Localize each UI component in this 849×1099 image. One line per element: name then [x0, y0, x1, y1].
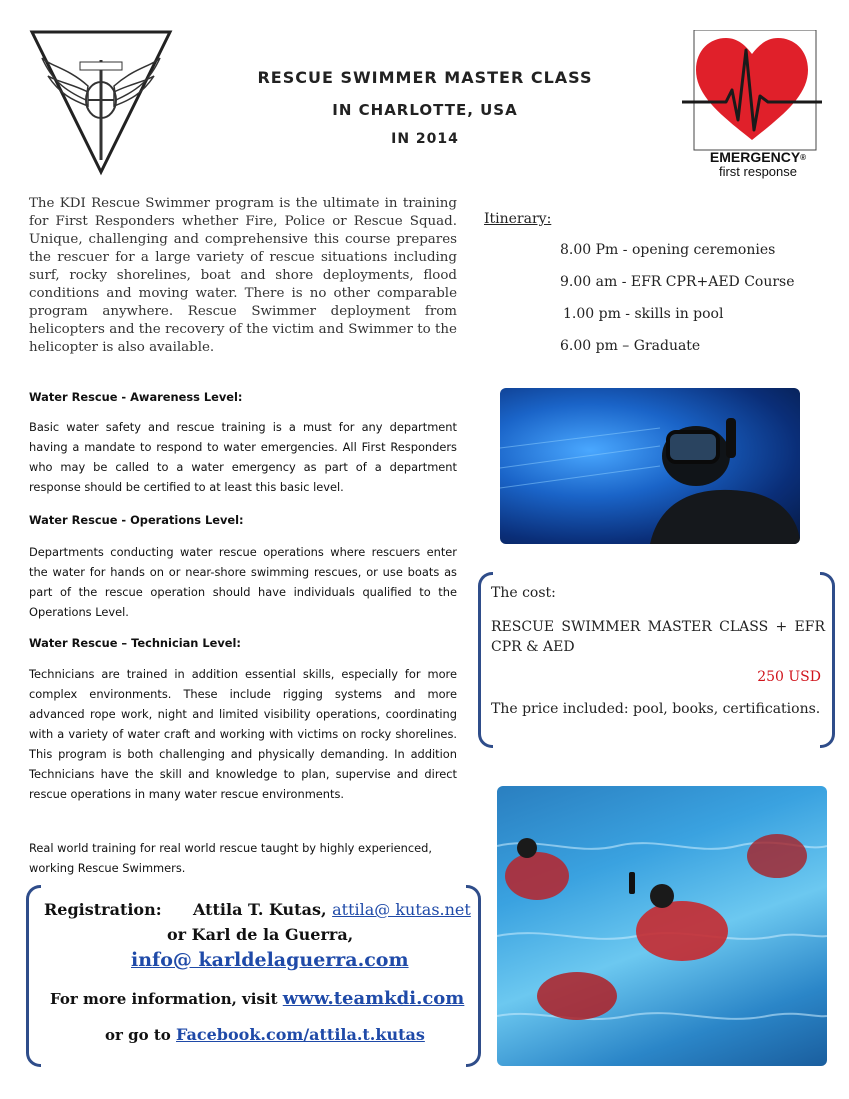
efr-brand-line2: first response	[718, 164, 798, 179]
facebook-link[interactable]: Facebook.com/attila.t.kutas	[176, 1025, 425, 1044]
registration-box-left-bracket	[26, 885, 41, 1067]
itinerary-item: 6.00 pm – Graduate	[560, 338, 701, 354]
efr-logo	[682, 30, 822, 182]
itinerary-item: 8.00 Pm - opening ceremonies	[560, 242, 776, 258]
cost-heading: The cost:	[491, 585, 556, 601]
website-link[interactable]: www.teamkdi.com	[282, 988, 465, 1009]
registration-label: Registration:	[44, 900, 162, 919]
itinerary-heading: Itinerary:	[484, 211, 552, 227]
efr-brand-line1: EMERGENCY	[709, 149, 801, 165]
awareness-body: Basic water safety and rescue training is a must for any department having a mandate to respond to water emergencies. All First Responders who may be called to a water emergency as part of a department response should be certified to at least this basic level.	[29, 420, 457, 494]
diver-illustration-icon	[500, 388, 800, 544]
efr-registered-mark: ®	[800, 153, 807, 162]
page-title: RESCUE SWIMMER MASTER CLASS	[257, 68, 593, 87]
registration-or-text: or Karl de la Guerra,	[167, 925, 354, 944]
technician-body: Technicians are trained in addition essential skills, especially for more complex environments. These include rigging systems and more advanced rope work, night and limited visibility operations, coordinating with a variety of water craft and working with victims on rocky shorelines. This program is both challenging and physically demanding. In addition Technicians have the skill and knowledge to plan, supervise and direct rescue operations in many water rescue environments.	[29, 667, 457, 801]
itinerary-item: 1.00 pm - skills in pool	[563, 306, 724, 322]
pool-rescue-group-photo	[497, 786, 827, 1066]
cost-included: The price included: pool, books, certifications.	[491, 701, 821, 717]
cost-box-right-bracket	[820, 572, 835, 748]
page-subtitle-year: IN 2014	[391, 131, 459, 147]
email2-link[interactable]: info@ karldelaguerra.com	[131, 949, 409, 971]
email1-link[interactable]: attila@ kutas.net	[332, 900, 471, 919]
awareness-heading: Water Rescue - Awareness Level:	[29, 390, 243, 404]
itinerary-item: 9.00 am - EFR CPR+AED Course	[560, 274, 795, 290]
swimmers-illustration-icon	[497, 786, 827, 1066]
technician-heading: Water Rescue – Technician Level:	[29, 636, 241, 650]
cost-price: 250 USD	[757, 669, 821, 685]
page-subtitle-location: IN CHARLOTTE, USA	[332, 101, 518, 119]
operations-heading: Water Rescue - Operations Level:	[29, 513, 244, 527]
kdi-logo	[28, 28, 174, 176]
closing-paragraph: Real world training for real world rescue taught by highly experienced, working Rescue Swimmers.	[29, 841, 433, 875]
goto-text: or go to	[105, 1026, 171, 1044]
kdi-winged-helmet-logo-icon	[28, 28, 174, 176]
underwater-diver-photo	[500, 388, 800, 544]
operations-body: Departments conducting water rescue operations where rescuers enter the water for hands on or near-shore swimming rescues, or use boats as part of the rescue operation should have individuals qualified to the Operations Level.	[29, 545, 457, 619]
cost-item: RESCUE SWIMMER MASTER CLASS + EFR CPR & AED	[491, 619, 825, 655]
more-info-text: For more information, visit	[50, 990, 278, 1008]
intro-paragraph: The KDI Rescue Swimmer program is the ultimate in training for First Responders whether Fire, Police or Rescue Squad. Unique, challenging and comprehensive this course prepares the rescuer for a large variety of rescue situations including surf, rocky shorelines, boat and shore deployments, flood conditions and moving water. There is no other comparable program anywhere. Rescue Swimmer deployment from helicopters and the recovery of the victim and Swimmer to the helicopter is also available.	[29, 196, 457, 355]
registration-name1: Attila T. Kutas,	[193, 900, 327, 919]
